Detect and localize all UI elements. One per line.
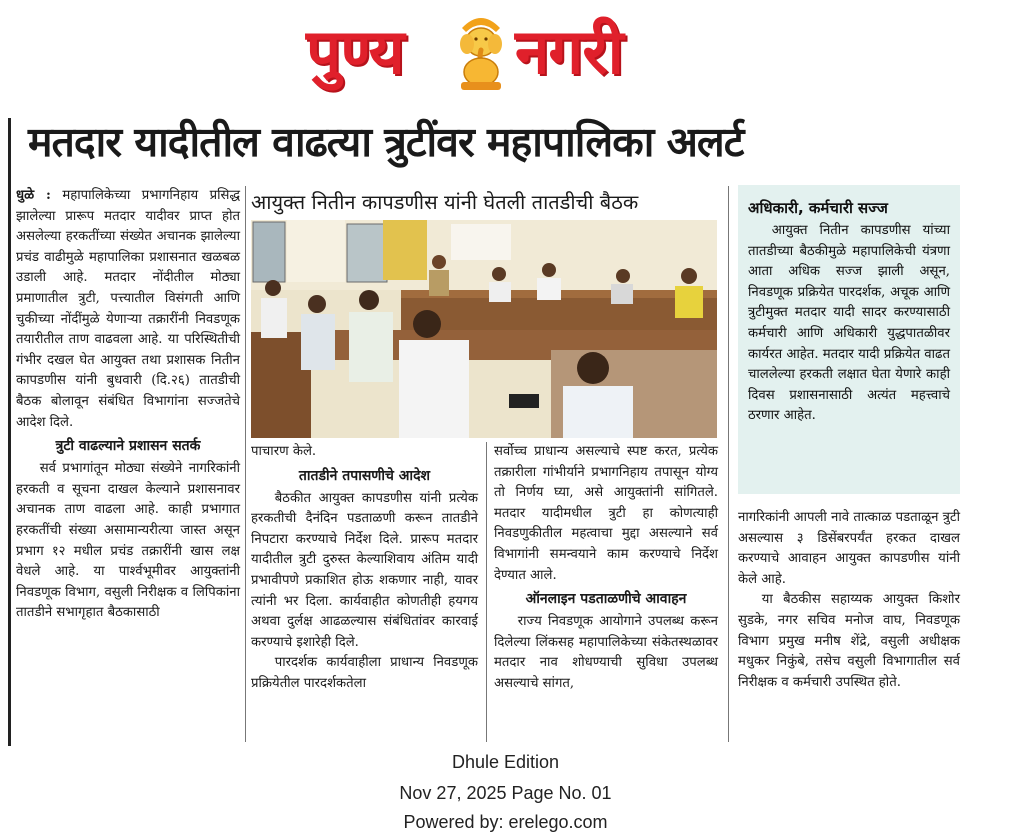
meeting-photo — [251, 220, 717, 438]
photo-caption: आयुक्त नितीन कापडणीस यांनी घेतली तातडीची बैठक — [251, 190, 639, 214]
article-column-1 — [16, 186, 240, 624]
article-column-4 — [738, 508, 960, 693]
left-border-rule — [8, 118, 11, 746]
paragraph: नागरिकांनी आपली नावे तात्काळ पडताळून त्रुटी असल्यास ३ डिसेंबरपर्यंत हरकत दाखल करण्याचे आवाहन आयुक्त कापडणीस यांनी केले आहे. — [738, 510, 960, 587]
date-page-label: Nov 27, 2025 Page No. 01 — [399, 783, 612, 803]
dateline: धुळे : — [16, 188, 51, 203]
column-divider — [245, 186, 246, 742]
paragraph — [16, 186, 240, 433]
paragraph: सर्व प्रभागांतून मोठ्या संख्येने नागरिकांनी हरकती व सूचना दाखल केल्याने प्रशासनावर अचानक ताण वाढला आहे. काही प्रभागात हरकतींची संख्या असामान्यरीत्या जास्त असून प्रभाग १२ मधील प्रचंड तक्रारींनी खास लक्ष वेधले आहे. या पार्श्वभूमीवर आयुक्तांनी निवडणूक विभाग, वसुली निरीक्षक व लिपिकांना तातडीने सभागृहात बैठकासाठी — [16, 461, 240, 621]
ganesha-logo-icon — [452, 6, 510, 92]
subheading: त्रुटी वाढल्याने प्रशासन सतर्क — [55, 438, 201, 455]
article-column-3 — [494, 442, 718, 695]
paragraph: या बैठकीस सहाय्यक आयुक्त किशोर सुडके, नगर सचिव मनोज वाघ, निवडणूक विभाग प्रमुख मनीष शेंद्रे, वसुली अधीक्षक मधुकर निकुंबे, तसेच वसुली विभागातील सर्व निरीक्षक व कर्मचारी उपस्थित होते. — [738, 592, 960, 690]
column-divider — [486, 442, 487, 742]
paragraph: राज्य निवडणूक आयोगाने उपलब्ध करून दिलेल्या लिंकसह महापालिकेच्या संकेतस्थळावर मतदार नाव शोधण्याची सुविधा उपलब्ध असल्याचे सांगत, — [494, 614, 718, 691]
paragraph: बैठकीत आयुक्त कापडणीस यांनी प्रत्येक हरकतीची दैनंदिन पडताळणी करून तातडीने निपटारा करण्याचे निर्देश दिले. प्रारूप मतदार यादीतील त्रुटी दुरुस्त केल्याशिवाय अंतिम यादी प्रभावीपणे प्रकाशित होऊ शकणार नाही, यावर त्यांनी भर दिला. कार्यवाहीत कोणतीही हयगय अथवा दुर्लक्ष आढळल्यास संबंधितांवर कारवाई करण्याचे इशारेही दिले. — [251, 490, 478, 650]
sidebox-body: आयुक्त नितीन कापडणीस यांच्या तातडीच्या बैठकीमुळे महापालिकेची यंत्रणा आता अधिक सज्ज झाली असून, निवडणूक प्रक्रियेत पारदर्शक, अचूक आणि त्रुटीमुक्त मतदार यादी सादर करण्यासाठी कर्मचारी आणि अधिकारी युद्धपातळीवर कार्यरत आहेत. मतदार यादी प्रक्रियेत वाढत चाललेल्या हरकती लक्षात घेता येणारे काही दिवस प्रशासनासाठी अत्यंत महत्त्वाचे ठरणार आहेत. — [748, 223, 950, 424]
article-column-2 — [251, 442, 478, 695]
paragraph-text: महापालिकेच्या प्रभागनिहाय प्रसिद्ध झालेल्या प्रारूप मतदार यादीवर प्राप्त होत असलेल्या हरकतींच्या संख्येत अचानक झालेल्या प्रचंड वाढीमुळे महापालिका प्रशासनात खळबळ उडाली आहे. मतदार नोंदीतील मोठ्या प्रमाणातील त्रुटी, पत्त्यातील विसंगती आणि चुकीच्या नोंदींमुळे येणाऱ्या तक्रारींनी निवडणूक तयारीतील ताण वाढवला आहे. या परिस्थितीची गंभीर दखल घेत आयुक्त तथा प्रशासक नितीन कापडणीस यांनी बुधवारी (दि.२६) तातडीची बैठक बोलावून संबंधित विभागांना सज्जतेचे आदेश दिले. — [16, 188, 241, 430]
sidebox-title: अधिकारी, कर्मचारी सज्ज — [748, 199, 888, 217]
paragraph: पाचारण केले. — [251, 444, 317, 459]
edition-label: Dhule Edition — [451, 752, 560, 772]
subheading: ऑनलाइन पडताळणीचे आवाहन — [525, 591, 687, 608]
paragraph: सर्वोच्च प्राधान्य असल्याचे स्पष्ट करत, प्रत्येक तक्रारीला गांभीर्याने प्रभागनिहाय तपासून योग्य तो निर्णय घ्या, असे आयुक्तांनी सांगितले. मतदार यादीमधील त्रुटी हा कोणत्याही निवडणुकीतील महत्वाचा मुद्दा असल्याने सर्व विभागांनी समन्वयाने काम करण्याचे निर्देश देण्यात आले. — [494, 444, 718, 583]
subheading: तातडीने तपासणीचे आदेश — [298, 467, 431, 484]
masthead-title-left: पुण्य — [306, 15, 404, 88]
masthead-title-right: नगरी — [515, 15, 623, 88]
headline: मतदार यादीतील वाढत्या त्रुटींवर महापालिका अलर्ट — [28, 118, 744, 166]
masthead — [0, 0, 1011, 112]
powered-by-label: Powered by: erelego.com — [403, 812, 608, 832]
column-divider — [728, 186, 729, 742]
paragraph: पारदर्शक कार्यवाहीला प्राधान्य निवडणूक प्रक्रियेतील पारदर्शकतेला — [251, 655, 478, 691]
sidebar-box — [738, 185, 960, 494]
